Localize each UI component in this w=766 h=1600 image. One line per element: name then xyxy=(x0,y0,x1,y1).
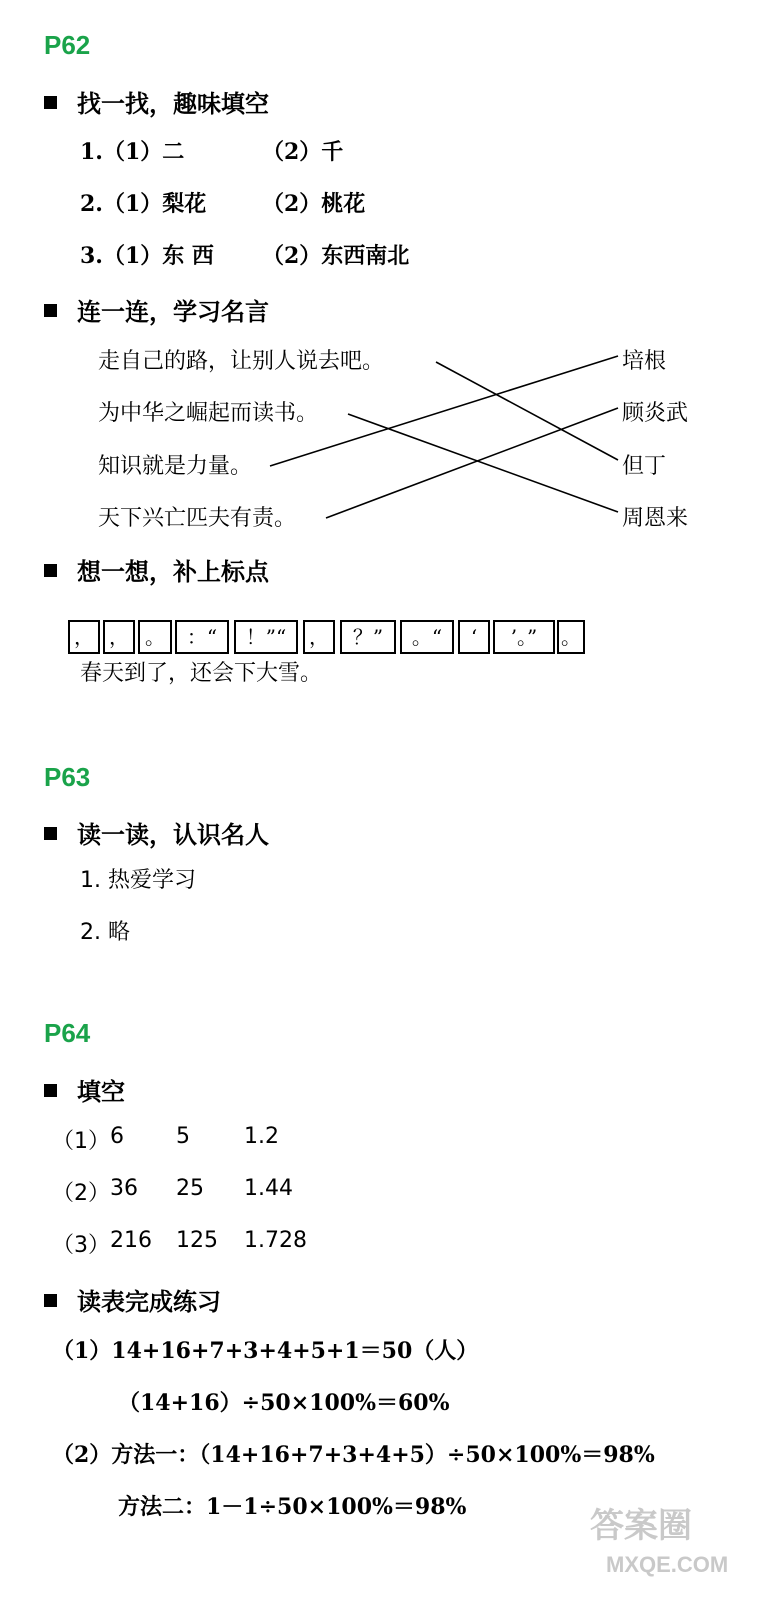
fill-row-1-v2: 5 xyxy=(176,1124,190,1149)
section-title: 想一想，补上标点 xyxy=(77,558,269,586)
section-heading-read xyxy=(44,815,269,850)
page-label-p64: P64 xyxy=(44,1018,91,1048)
section-title: 连一连，学习名言 xyxy=(77,298,269,326)
punctuation-box-2: ， xyxy=(103,620,135,654)
section-heading-table xyxy=(44,1282,221,1317)
fill-row-2-number: （2） xyxy=(52,1181,110,1206)
page-label-p63: P63 xyxy=(44,762,91,792)
answer-a: （1）东 西 xyxy=(102,243,214,269)
fill-row-2-v2: 25 xyxy=(176,1176,204,1201)
square-bullet-icon xyxy=(44,827,57,840)
quote-2: 为中华之崛起而读书。 xyxy=(98,401,319,426)
table-answer-line-3: （2）方法一：（14+16+7+3+4+5）÷50×100%＝98% xyxy=(52,1442,655,1468)
fill-row-3-v1: 216 xyxy=(110,1228,152,1253)
table-answer-line-1: （1）14+16+7+3+4+5+1＝50（人） xyxy=(52,1338,479,1364)
section-title: 读一读，认识名人 xyxy=(77,821,269,849)
punctuation-box-7: ？” xyxy=(340,620,396,654)
section-heading-fill xyxy=(44,1072,125,1107)
punctuation-box-10: ’。” xyxy=(493,620,555,654)
page-label-p62: P62 xyxy=(44,30,91,60)
punctuation-box-11: 。 xyxy=(557,620,585,654)
fill-row-1-v3: 1.2 xyxy=(244,1124,279,1149)
table-answer-line-4: 方法二：1－1÷50×100%＝98% xyxy=(118,1494,467,1520)
square-bullet-icon xyxy=(44,564,57,577)
person-1: 培根 xyxy=(622,349,667,374)
person-2: 顾炎武 xyxy=(622,401,689,426)
row-number: 3. xyxy=(80,243,103,269)
answer-b: （2）千 xyxy=(262,139,344,165)
match-line-1 xyxy=(436,362,618,460)
matching-lines xyxy=(0,0,766,600)
punctuation-box-8: 。“ xyxy=(400,620,454,654)
row-number: 1. xyxy=(80,139,103,165)
watermark-logo: 答案圈 xyxy=(590,1507,692,1545)
match-line-4 xyxy=(326,408,618,518)
punctuation-box-9: ‘ xyxy=(458,620,490,654)
fill-row-3-v3: 1.728 xyxy=(244,1228,307,1253)
person-3: 但丁 xyxy=(622,454,667,479)
square-bullet-icon xyxy=(44,1084,57,1097)
section-title: 填空 xyxy=(77,1078,125,1106)
punctuation-box-6: ， xyxy=(303,620,335,654)
square-bullet-icon xyxy=(44,1294,57,1307)
section-title: 找一找，趣味填空 xyxy=(77,90,269,118)
answer-b: （2）桃花 xyxy=(262,191,366,217)
fill-row-2-v3: 1.44 xyxy=(244,1176,293,1201)
punctuation-box-3: 。 xyxy=(138,620,172,654)
answer-a: （1）梨花 xyxy=(102,191,207,217)
table-answer-line-2: （14+16）÷50×100%＝60% xyxy=(118,1390,450,1416)
watermark-url: MXQE.COM xyxy=(606,1552,729,1577)
fill-row-1-v1: 6 xyxy=(110,1124,124,1149)
fill-row-3-number: （3） xyxy=(52,1233,110,1258)
quote-3: 知识就是力量。 xyxy=(98,454,253,479)
fill-row-2-v1: 36 xyxy=(110,1176,138,1201)
row-number: 2. xyxy=(80,191,103,217)
quote-4: 天下兴亡匹夫有责。 xyxy=(98,506,297,531)
section-heading-punctuation xyxy=(44,552,269,587)
read-item-2: 2. 略 xyxy=(80,920,130,945)
answer-sentence: 春天到了，还会下大雪。 xyxy=(80,661,323,686)
section-title: 读表完成练习 xyxy=(77,1288,221,1316)
person-4: 周恩来 xyxy=(622,506,689,531)
fill-row-3-v2: 125 xyxy=(176,1228,218,1253)
quote-1: 走自己的路，让别人说去吧。 xyxy=(98,349,385,374)
fill-row-1-number: （1） xyxy=(52,1129,110,1154)
answer-a: （1）二 xyxy=(102,139,185,165)
punctuation-box-4: ：“ xyxy=(175,620,229,654)
punctuation-box-1: ， xyxy=(68,620,100,654)
punctuation-box-5: ！”“ xyxy=(234,620,298,654)
read-item-1: 1. 热爱学习 xyxy=(80,868,196,893)
answer-b: （2）东西南北 xyxy=(262,243,410,269)
